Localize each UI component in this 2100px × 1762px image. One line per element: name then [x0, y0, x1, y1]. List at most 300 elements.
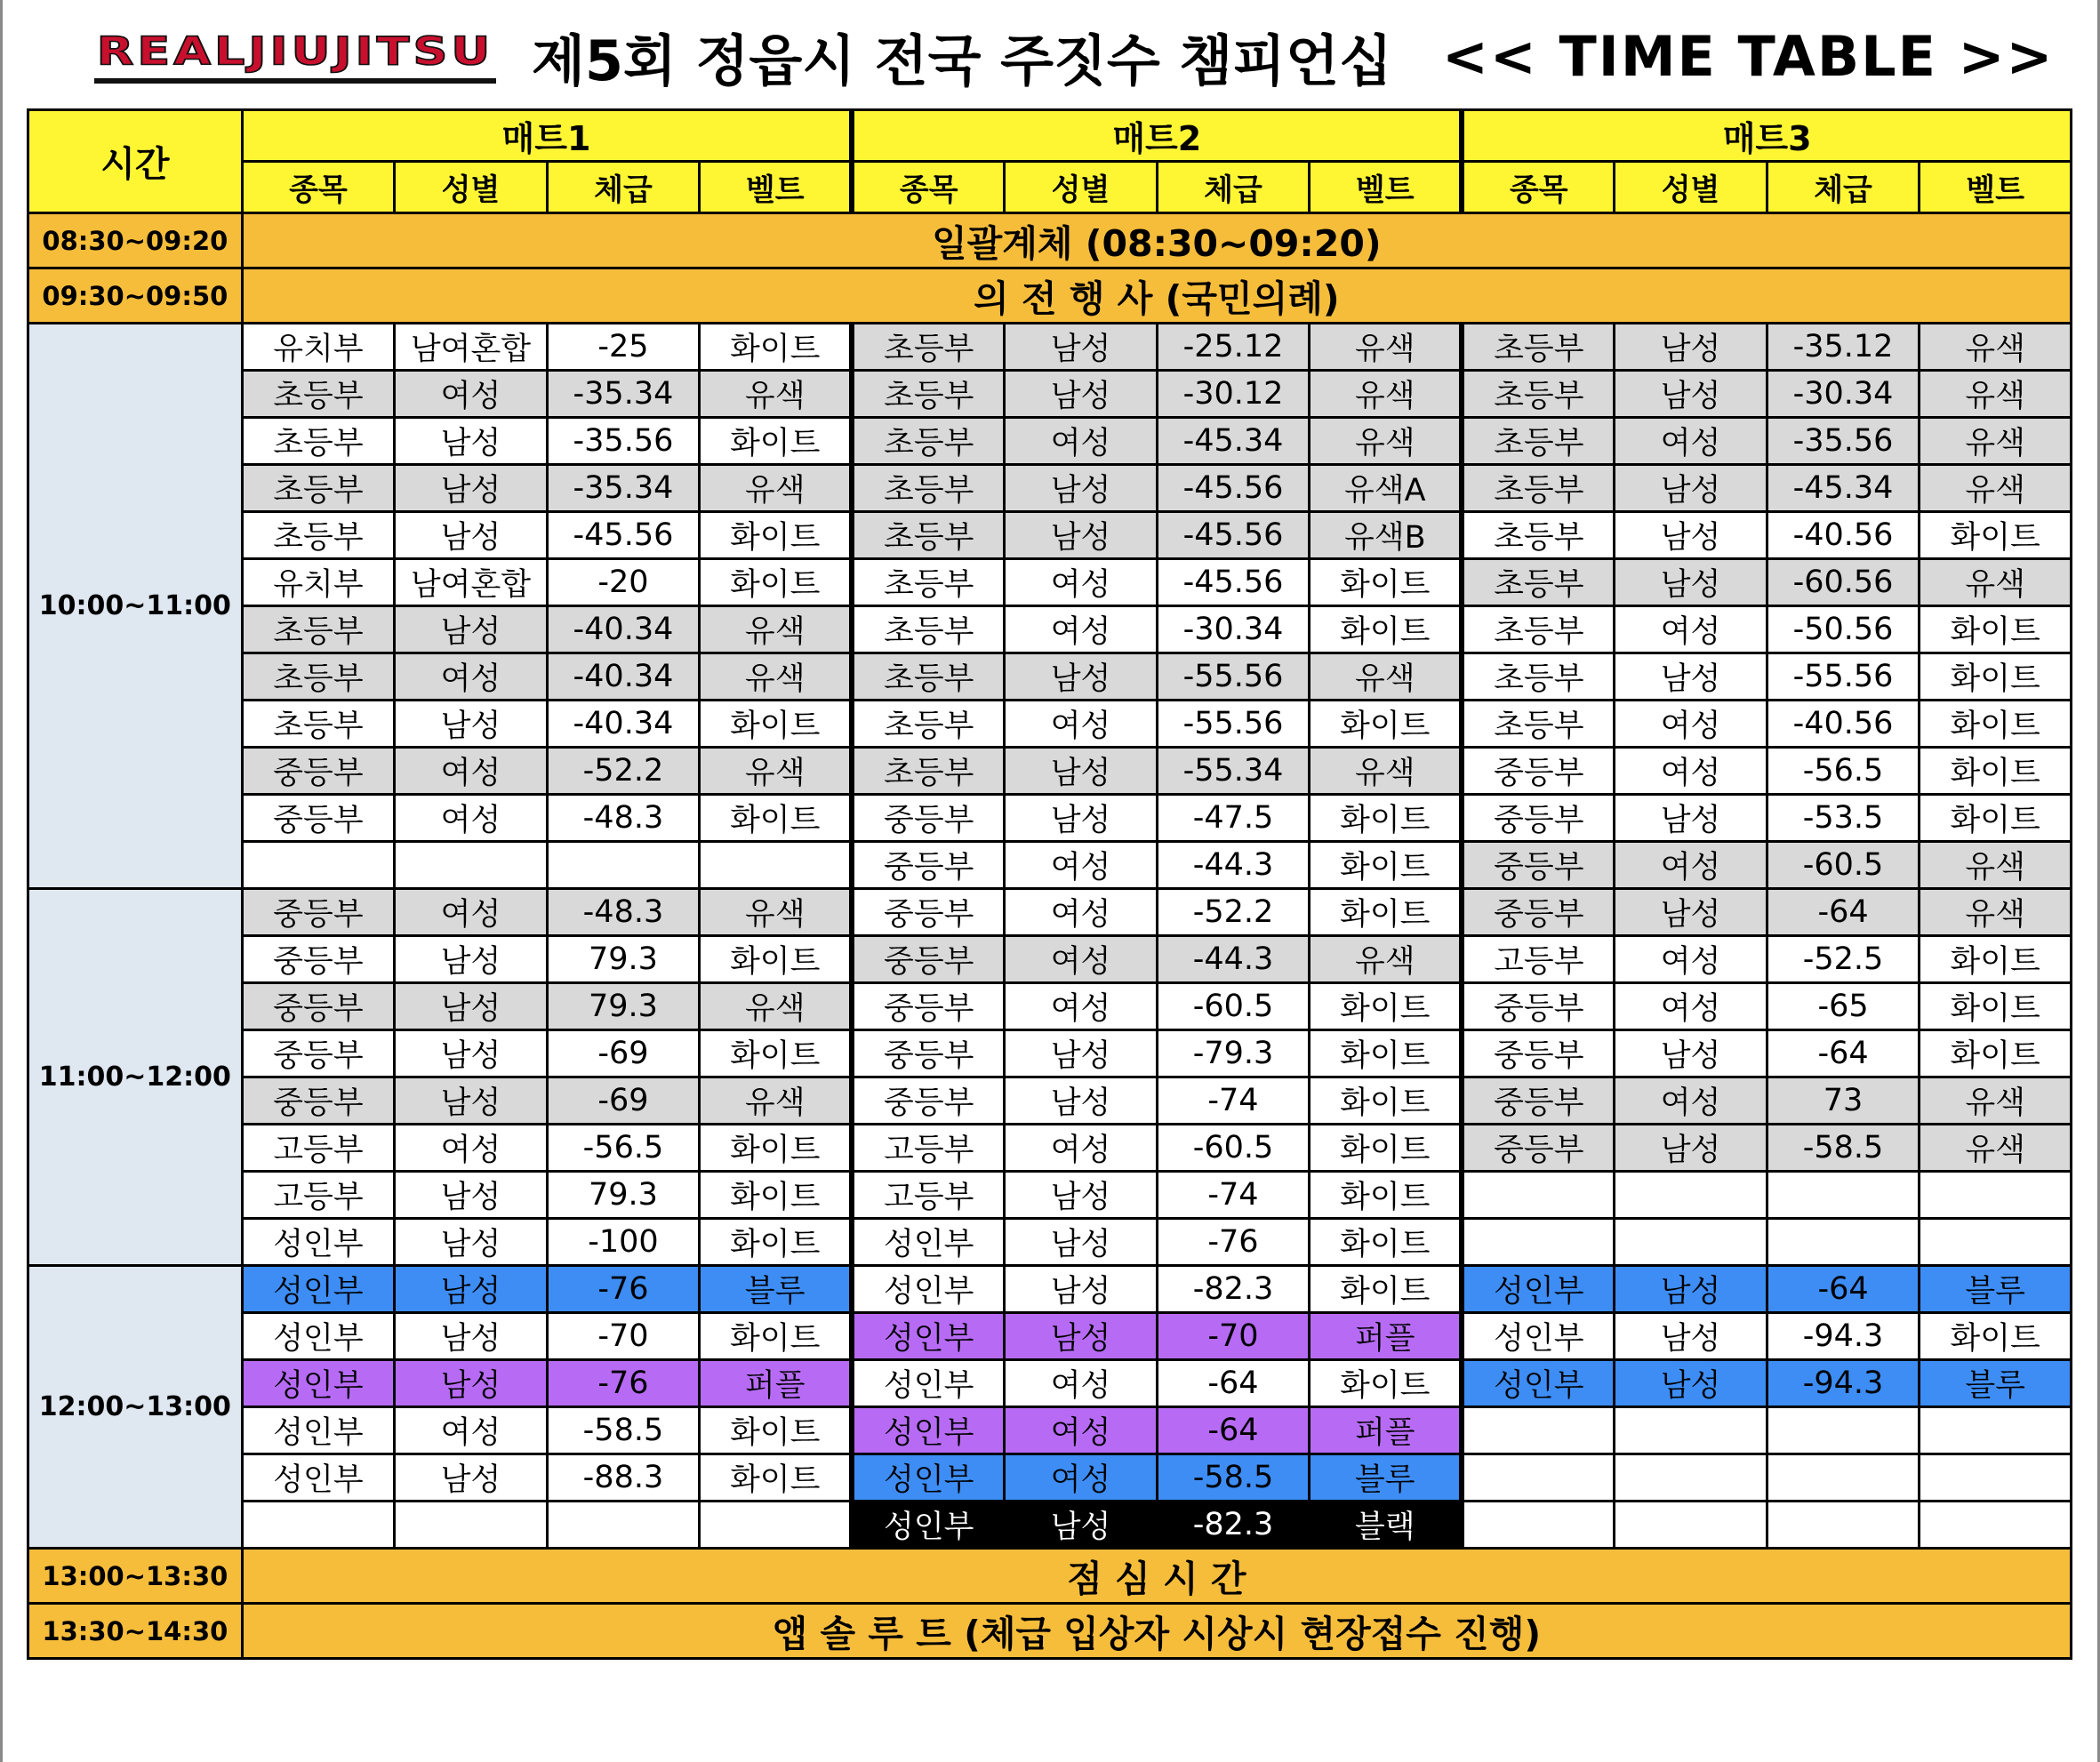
mat2-belt-cell: 화이트: [1310, 701, 1463, 748]
mat1-division-cell: 성인부: [242, 1407, 395, 1454]
mat3-header: 매트3: [1462, 110, 2071, 162]
mat1-gender-cell: 남성: [395, 1266, 548, 1313]
mat2-gender-cell: 여성: [1005, 418, 1158, 465]
column-header-row: [28, 162, 2072, 213]
mat2-division-cell: 고등부: [852, 1172, 1005, 1219]
mat1-gender-cell: 여성: [395, 1407, 548, 1454]
mat2-weight-cell: -60.5: [1157, 983, 1310, 1030]
mat2-gender-cell: 남성: [1005, 1030, 1158, 1077]
mat3-weight-cell: -52.5: [1767, 936, 1920, 983]
column-header-weight: 체급: [547, 162, 700, 213]
mat3-belt-cell: 유색: [1920, 842, 2072, 889]
mat1-belt-cell: 유색: [700, 889, 853, 936]
mat2-header: 매트2: [852, 110, 1462, 162]
mat3-weight-cell: -65: [1767, 983, 1920, 1030]
mat3-gender-cell: 남성: [1615, 1030, 1767, 1077]
mat1-belt-cell: 유색: [700, 606, 853, 653]
mat3-belt-cell: 화이트: [1920, 701, 2072, 748]
mat2-gender-cell: 여성: [1005, 701, 1158, 748]
mat2-belt-cell: 블랙: [1310, 1502, 1463, 1549]
column-header-gender: 성별: [1615, 162, 1767, 213]
mat3-belt-cell: 유색: [1920, 465, 2072, 512]
mat1-gender-cell: 남성: [395, 1077, 548, 1125]
mat1-gender-cell: 남성: [395, 1313, 548, 1360]
mat3-division-cell: 중등부: [1462, 795, 1615, 842]
mat2-division-cell: 중등부: [852, 936, 1005, 983]
mat2-belt-cell: 화이트: [1310, 983, 1463, 1030]
column-header-division: 종목: [1462, 162, 1615, 213]
schedule-row: [28, 559, 2072, 606]
mat1-belt-cell: 유색: [700, 371, 853, 418]
mat3-division-cell: 초등부: [1462, 653, 1615, 701]
mat3-division-cell: 초등부: [1462, 418, 1615, 465]
mat2-gender-cell: 여성: [1005, 1125, 1158, 1172]
mat3-weight-cell: -60.56: [1767, 559, 1920, 606]
mat1-weight-cell: -56.5: [547, 1125, 700, 1172]
mat3-division-cell: 중등부: [1462, 889, 1615, 936]
mat3-weight-cell: -64: [1767, 1266, 1920, 1313]
mat1-belt-cell: 화이트: [700, 1172, 853, 1219]
mat3-division-cell: 성인부: [1462, 1360, 1615, 1407]
lunch-row: [28, 1549, 2072, 1604]
column-header-gender: 성별: [1005, 162, 1158, 213]
mat2-belt-cell: 화이트: [1310, 795, 1463, 842]
mat2-division-cell: 성인부: [852, 1219, 1005, 1266]
mat-header-row: [28, 110, 2072, 162]
mat1-division-cell: 중등부: [242, 889, 395, 936]
mat3-gender-cell: 남성: [1615, 465, 1767, 512]
mat2-gender-cell: 여성: [1005, 936, 1158, 983]
mat3-division-cell: 성인부: [1462, 1313, 1615, 1360]
schedule-row: [28, 842, 2072, 889]
mat2-gender-cell: 여성: [1005, 889, 1158, 936]
mat2-weight-cell: -76: [1157, 1219, 1310, 1266]
mat3-weight-cell: -53.5: [1767, 795, 1920, 842]
mat1-gender-cell: 남성: [395, 512, 548, 559]
mat1-belt-cell: 화이트: [700, 512, 853, 559]
mat2-weight-cell: -52.2: [1157, 889, 1310, 936]
mat1-division-cell: 성인부: [242, 1313, 395, 1360]
mat2-division-cell: 초등부: [852, 324, 1005, 371]
mat2-gender-cell: 남성: [1005, 512, 1158, 559]
mat2-belt-cell: 블루: [1310, 1454, 1463, 1502]
mat2-belt-cell: 유색: [1310, 324, 1463, 371]
mat3-gender-cell: 여성: [1615, 606, 1767, 653]
schedule-row: [28, 1266, 2072, 1313]
mat2-belt-cell: 화이트: [1310, 1077, 1463, 1125]
mat2-division-cell: 성인부: [852, 1360, 1005, 1407]
mat2-weight-cell: -45.34: [1157, 418, 1310, 465]
mat3-weight-cell: [1767, 1172, 1920, 1219]
mat3-division-cell: 초등부: [1462, 465, 1615, 512]
mat2-division-cell: 성인부: [852, 1454, 1005, 1502]
mat1-division-cell: 중등부: [242, 1077, 395, 1125]
mat3-gender-cell: 남성: [1615, 512, 1767, 559]
mat2-weight-cell: -82.3: [1157, 1502, 1310, 1549]
mat1-weight-cell: -52.2: [547, 748, 700, 795]
mat1-weight-cell: -76: [547, 1360, 700, 1407]
mat2-gender-cell: 남성: [1005, 1502, 1158, 1549]
mat2-division-cell: 고등부: [852, 1125, 1005, 1172]
weigh-in-row: [28, 213, 2072, 268]
mat2-gender-cell: 남성: [1005, 371, 1158, 418]
schedule-row: [28, 936, 2072, 983]
mat1-division-cell: 성인부: [242, 1454, 395, 1502]
mat3-weight-cell: -56.5: [1767, 748, 1920, 795]
schedule-row: [28, 606, 2072, 653]
logo-underline: [94, 78, 496, 84]
mat2-division-cell: 성인부: [852, 1266, 1005, 1313]
schedule-row: [28, 465, 2072, 512]
mat3-division-cell: 중등부: [1462, 748, 1615, 795]
mat3-division-cell: 초등부: [1462, 559, 1615, 606]
mat3-gender-cell: 여성: [1615, 701, 1767, 748]
mat1-gender-cell: 남성: [395, 1030, 548, 1077]
mat1-belt-cell: 화이트: [700, 701, 853, 748]
mat1-weight-cell: -40.34: [547, 653, 700, 701]
mat3-belt-cell: 화이트: [1920, 1030, 2072, 1077]
mat2-division-cell: 초등부: [852, 653, 1005, 701]
mat1-weight-cell: [547, 1502, 700, 1549]
mat2-weight-cell: -60.5: [1157, 1125, 1310, 1172]
mat1-belt-cell: 유색: [700, 748, 853, 795]
time-slot-label: 10:00~11:00: [28, 324, 243, 889]
mat1-division-cell: 초등부: [242, 418, 395, 465]
mat1-gender-cell: 남성: [395, 606, 548, 653]
mat2-weight-cell: -30.34: [1157, 606, 1310, 653]
mat3-gender-cell: [1615, 1454, 1767, 1502]
mat2-belt-cell: 퍼플: [1310, 1407, 1463, 1454]
mat1-gender-cell: 남성: [395, 701, 548, 748]
mat3-belt-cell: 유색: [1920, 1077, 2072, 1125]
schedule-row: [28, 1454, 2072, 1502]
mat3-gender-cell: 남성: [1615, 324, 1767, 371]
mat2-division-cell: 초등부: [852, 559, 1005, 606]
schedule-row: [28, 653, 2072, 701]
mat3-division-cell: [1462, 1219, 1615, 1266]
mat1-belt-cell: 화이트: [700, 1407, 853, 1454]
mat3-gender-cell: [1615, 1219, 1767, 1266]
mat1-belt-cell: [700, 842, 853, 889]
mat2-division-cell: 초등부: [852, 512, 1005, 559]
timetable-body: [28, 110, 2072, 1659]
schedule-row: [28, 701, 2072, 748]
mat1-division-cell: 유치부: [242, 559, 395, 606]
mat3-weight-cell: [1767, 1502, 1920, 1549]
mat2-weight-cell: -74: [1157, 1077, 1310, 1125]
mat1-weight-cell: -40.34: [547, 701, 700, 748]
column-header-belt: 벨트: [700, 162, 853, 213]
mat3-belt-cell: 유색: [1920, 1125, 2072, 1172]
mat1-division-cell: 초등부: [242, 606, 395, 653]
column-header-belt: 벨트: [1310, 162, 1463, 213]
mat1-weight-cell: 79.3: [547, 1172, 700, 1219]
mat3-division-cell: [1462, 1172, 1615, 1219]
mat3-weight-cell: -35.12: [1767, 324, 1920, 371]
mat1-weight-cell: -100: [547, 1219, 700, 1266]
mat1-belt-cell: 유색: [700, 983, 853, 1030]
mat3-weight-cell: [1767, 1219, 1920, 1266]
lunch-time: 13:00~13:30: [28, 1549, 243, 1604]
lunch-label: 점 심 시 간: [242, 1549, 2071, 1604]
mat1-gender-cell: 남성: [395, 983, 548, 1030]
mat1-belt-cell: 화이트: [700, 936, 853, 983]
mat2-gender-cell: 남성: [1005, 1172, 1158, 1219]
mat1-belt-cell: 유색: [700, 465, 853, 512]
mat2-belt-cell: 유색: [1310, 653, 1463, 701]
mat1-division-cell: 중등부: [242, 936, 395, 983]
mat2-weight-cell: -55.56: [1157, 653, 1310, 701]
mat2-belt-cell: 화이트: [1310, 559, 1463, 606]
column-header-belt: 벨트: [1920, 162, 2072, 213]
mat1-weight-cell: -58.5: [547, 1407, 700, 1454]
mat2-weight-cell: -55.56: [1157, 701, 1310, 748]
mat1-weight-cell: -76: [547, 1266, 700, 1313]
logo-wordmark: REALJIUJITSU: [96, 28, 494, 74]
mat3-gender-cell: [1615, 1502, 1767, 1549]
mat3-gender-cell: 남성: [1615, 1125, 1767, 1172]
mat1-division-cell: 고등부: [242, 1125, 395, 1172]
mat2-gender-cell: 남성: [1005, 1219, 1158, 1266]
mat3-division-cell: 중등부: [1462, 983, 1615, 1030]
mat2-belt-cell: 유색: [1310, 418, 1463, 465]
mat1-gender-cell: 남여혼합: [395, 324, 548, 371]
column-header-weight: 체급: [1157, 162, 1310, 213]
mat3-belt-cell: 화이트: [1920, 983, 2072, 1030]
schedule-row: [28, 324, 2072, 371]
mat1-belt-cell: 유색: [700, 653, 853, 701]
mat2-gender-cell: 남성: [1005, 653, 1158, 701]
mat3-weight-cell: -45.34: [1767, 465, 1920, 512]
mat1-gender-cell: 여성: [395, 795, 548, 842]
mat3-weight-cell: -94.3: [1767, 1360, 1920, 1407]
page-title: [532, 16, 2055, 96]
mat1-division-cell: 고등부: [242, 1172, 395, 1219]
mat2-gender-cell: 여성: [1005, 1360, 1158, 1407]
mat3-belt-cell: [1920, 1454, 2072, 1502]
mat2-division-cell: 중등부: [852, 842, 1005, 889]
mat2-division-cell: 성인부: [852, 1502, 1005, 1549]
schedule-row: [28, 1030, 2072, 1077]
mat3-gender-cell: 남성: [1615, 1360, 1767, 1407]
mat1-gender-cell: 남성: [395, 418, 548, 465]
weigh-in-time: 08:30~09:20: [28, 213, 243, 268]
mat2-gender-cell: 남성: [1005, 1313, 1158, 1360]
mat1-weight-cell: -70: [547, 1313, 700, 1360]
mat3-weight-cell: -30.34: [1767, 371, 1920, 418]
absolute-row: [28, 1604, 2072, 1659]
mat3-weight-cell: [1767, 1454, 1920, 1502]
mat2-division-cell: 초등부: [852, 465, 1005, 512]
mat3-weight-cell: 73: [1767, 1077, 1920, 1125]
mat1-weight-cell: [547, 842, 700, 889]
mat3-weight-cell: -40.56: [1767, 701, 1920, 748]
mat1-division-cell: 초등부: [242, 653, 395, 701]
schedule-row: [28, 983, 2072, 1030]
mat1-gender-cell: 여성: [395, 889, 548, 936]
time-slot-label: 12:00~13:00: [28, 1266, 243, 1549]
mat3-division-cell: 초등부: [1462, 701, 1615, 748]
mat2-belt-cell: 유색: [1310, 371, 1463, 418]
mat1-gender-cell: 남성: [395, 936, 548, 983]
mat2-gender-cell: 남성: [1005, 1266, 1158, 1313]
mat1-weight-cell: -20: [547, 559, 700, 606]
mat3-belt-cell: 유색: [1920, 559, 2072, 606]
mat3-division-cell: [1462, 1454, 1615, 1502]
mat3-weight-cell: -64: [1767, 1030, 1920, 1077]
mat1-weight-cell: -88.3: [547, 1454, 700, 1502]
mat2-gender-cell: 남성: [1005, 748, 1158, 795]
schedule-row: [28, 371, 2072, 418]
mat1-weight-cell: -48.3: [547, 795, 700, 842]
mat3-gender-cell: 여성: [1615, 936, 1767, 983]
mat3-belt-cell: 화이트: [1920, 512, 2072, 559]
mat3-belt-cell: 화이트: [1920, 748, 2072, 795]
page-border-left: [0, 0, 3, 1762]
mat3-weight-cell: -58.5: [1767, 1125, 1920, 1172]
mat3-belt-cell: 블루: [1920, 1360, 2072, 1407]
mat3-belt-cell: [1920, 1502, 2072, 1549]
mat1-belt-cell: 유색: [700, 1077, 853, 1125]
mat1-belt-cell: 화이트: [700, 418, 853, 465]
mat3-division-cell: 중등부: [1462, 1125, 1615, 1172]
timetable: [27, 108, 2072, 1660]
mat3-gender-cell: 여성: [1615, 748, 1767, 795]
mat3-gender-cell: 남성: [1615, 559, 1767, 606]
mat3-belt-cell: [1920, 1172, 2072, 1219]
mat1-belt-cell: 퍼플: [700, 1360, 853, 1407]
schedule-row: [28, 889, 2072, 936]
mat2-division-cell: 초등부: [852, 701, 1005, 748]
mat1-gender-cell: 남여혼합: [395, 559, 548, 606]
mat2-belt-cell: 화이트: [1310, 1125, 1463, 1172]
mat2-division-cell: 초등부: [852, 418, 1005, 465]
mat3-division-cell: [1462, 1502, 1615, 1549]
mat2-gender-cell: 남성: [1005, 465, 1158, 512]
column-header-gender: 성별: [395, 162, 548, 213]
mat2-weight-cell: -44.3: [1157, 842, 1310, 889]
mat2-belt-cell: 퍼플: [1310, 1313, 1463, 1360]
mat2-gender-cell: 남성: [1005, 795, 1158, 842]
mat1-gender-cell: 남성: [395, 1219, 548, 1266]
schedule-row: [28, 1125, 2072, 1172]
mat1-weight-cell: -48.3: [547, 889, 700, 936]
mat3-gender-cell: 여성: [1615, 418, 1767, 465]
mat2-division-cell: 중등부: [852, 1077, 1005, 1125]
mat3-gender-cell: [1615, 1172, 1767, 1219]
mat1-division-cell: [242, 842, 395, 889]
mat1-belt-cell: 화이트: [700, 795, 853, 842]
mat3-belt-cell: 유색: [1920, 889, 2072, 936]
mat3-belt-cell: [1920, 1219, 2072, 1266]
mat1-belt-cell: 화이트: [700, 559, 853, 606]
schedule-row: [28, 1360, 2072, 1407]
ceremony-row: [28, 268, 2072, 324]
mat1-division-cell: 중등부: [242, 748, 395, 795]
mat3-weight-cell: -50.56: [1767, 606, 1920, 653]
mat3-weight-cell: -40.56: [1767, 512, 1920, 559]
mat2-division-cell: 초등부: [852, 748, 1005, 795]
mat3-gender-cell: 여성: [1615, 983, 1767, 1030]
absolute-time: 13:30~14:30: [28, 1604, 243, 1659]
mat1-weight-cell: 79.3: [547, 936, 700, 983]
mat2-weight-cell: -74: [1157, 1172, 1310, 1219]
mat2-weight-cell: -58.5: [1157, 1454, 1310, 1502]
mat2-gender-cell: 여성: [1005, 606, 1158, 653]
mat3-gender-cell: 남성: [1615, 653, 1767, 701]
weigh-in-label: 일괄계체 (08:30~09:20): [242, 213, 2071, 268]
column-header-division: 종목: [242, 162, 395, 213]
mat2-belt-cell: 유색: [1310, 748, 1463, 795]
mat1-gender-cell: 여성: [395, 748, 548, 795]
championship-title: 제5회 정읍시 전국 주짓수 챔피언십: [532, 28, 1392, 93]
mat3-belt-cell: 블루: [1920, 1266, 2072, 1313]
mat2-division-cell: 초등부: [852, 371, 1005, 418]
mat1-weight-cell: -35.56: [547, 418, 700, 465]
mat1-weight-cell: -35.34: [547, 465, 700, 512]
mat3-gender-cell: 여성: [1615, 1077, 1767, 1125]
mat1-belt-cell: 화이트: [700, 1454, 853, 1502]
mat3-weight-cell: -55.56: [1767, 653, 1920, 701]
mat2-belt-cell: 화이트: [1310, 1172, 1463, 1219]
schedule-row: [28, 418, 2072, 465]
mat3-division-cell: 중등부: [1462, 1030, 1615, 1077]
mat1-gender-cell: 남성: [395, 1454, 548, 1502]
mat3-division-cell: 초등부: [1462, 371, 1615, 418]
mat2-weight-cell: -82.3: [1157, 1266, 1310, 1313]
ceremony-time: 09:30~09:50: [28, 268, 243, 324]
mat1-division-cell: 성인부: [242, 1266, 395, 1313]
column-header-division: 종목: [852, 162, 1005, 213]
ceremony-label: 의 전 행 사 (국민의례): [242, 268, 2071, 324]
time-column-header: 시간: [28, 110, 243, 213]
mat3-gender-cell: 남성: [1615, 795, 1767, 842]
mat3-belt-cell: 유색: [1920, 418, 2072, 465]
schedule-row: [28, 1219, 2072, 1266]
mat3-weight-cell: -35.56: [1767, 418, 1920, 465]
mat3-division-cell: 초등부: [1462, 324, 1615, 371]
mat2-belt-cell: 화이트: [1310, 1219, 1463, 1266]
mat1-header: 매트1: [242, 110, 852, 162]
mat2-gender-cell: 여성: [1005, 983, 1158, 1030]
page-header: [0, 0, 2100, 107]
mat3-weight-cell: -60.5: [1767, 842, 1920, 889]
mat1-belt-cell: 화이트: [700, 1125, 853, 1172]
mat1-belt-cell: 블루: [700, 1266, 853, 1313]
column-header-weight: 체급: [1767, 162, 1920, 213]
mat1-gender-cell: 남성: [395, 465, 548, 512]
mat1-belt-cell: [700, 1502, 853, 1549]
mat2-division-cell: 성인부: [852, 1313, 1005, 1360]
mat1-division-cell: [242, 1502, 395, 1549]
mat2-belt-cell: 유색B: [1310, 512, 1463, 559]
mat2-weight-cell: -45.56: [1157, 512, 1310, 559]
mat1-belt-cell: 화이트: [700, 1030, 853, 1077]
mat2-division-cell: 중등부: [852, 889, 1005, 936]
mat1-weight-cell: -35.34: [547, 371, 700, 418]
mat2-weight-cell: -64: [1157, 1360, 1310, 1407]
mat3-division-cell: 중등부: [1462, 1077, 1615, 1125]
mat3-weight-cell: -94.3: [1767, 1313, 1920, 1360]
mat2-gender-cell: 여성: [1005, 1454, 1158, 1502]
mat3-belt-cell: 유색: [1920, 371, 2072, 418]
mat2-belt-cell: 화이트: [1310, 1266, 1463, 1313]
mat2-division-cell: 성인부: [852, 1407, 1005, 1454]
mat1-gender-cell: [395, 842, 548, 889]
schedule-row: [28, 1077, 2072, 1125]
mat3-gender-cell: 여성: [1615, 842, 1767, 889]
mat1-division-cell: 중등부: [242, 1030, 395, 1077]
